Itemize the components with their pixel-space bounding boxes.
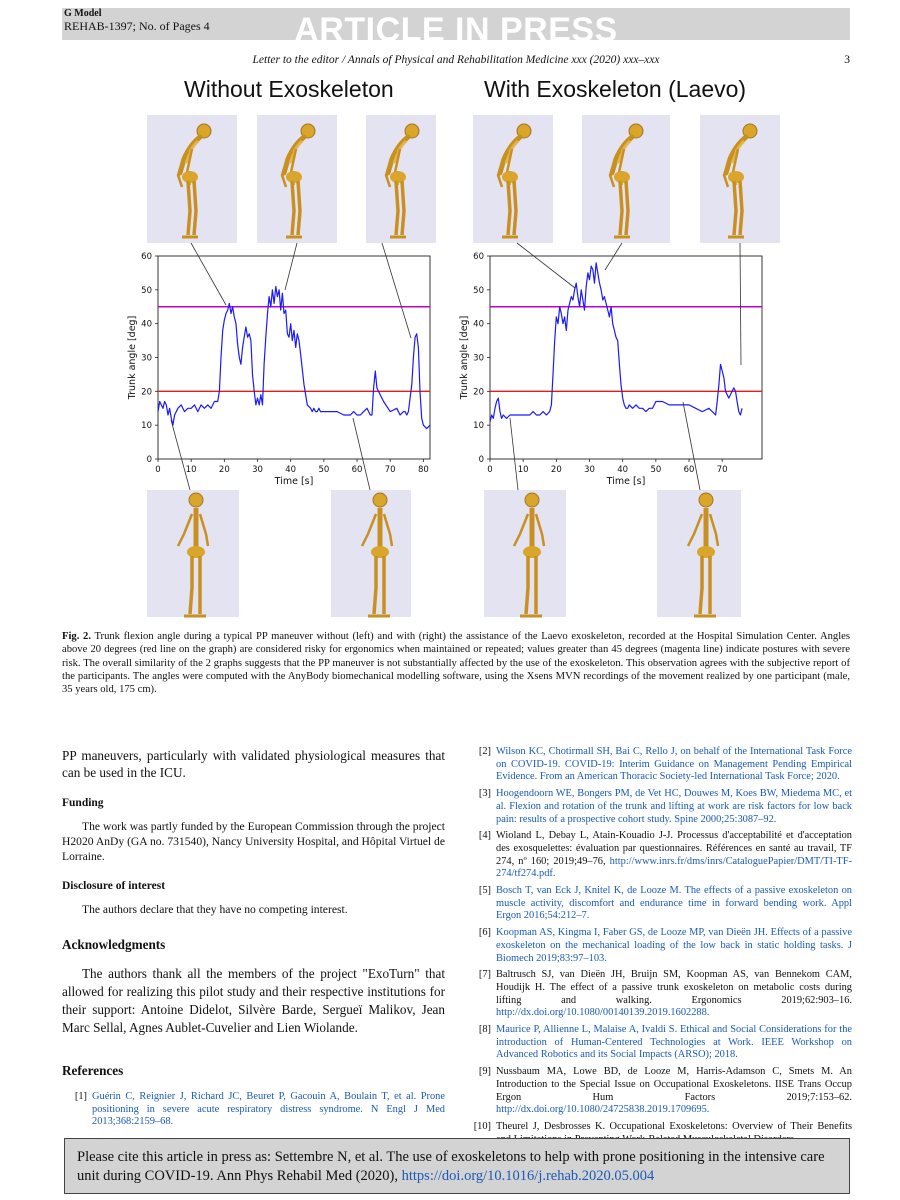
x-tick-label: 80	[417, 465, 429, 475]
y-tick-label: 30	[473, 353, 484, 364]
x-tick-label: 50	[650, 465, 662, 475]
y-axis-label: Trunk angle [deg]	[459, 315, 470, 400]
y-tick-label: 10	[141, 421, 152, 432]
doi-link[interactable]: https://doi.org/10.1016/j.rehab.2020.05.004	[401, 1168, 655, 1184]
y-tick-label: 50	[473, 285, 484, 296]
y-tick-label: 0	[146, 455, 152, 465]
plot-frame	[490, 256, 762, 459]
manuscript-ref: REHAB-1397; No. of Pages 4	[64, 19, 210, 33]
y-tick-label: 60	[141, 252, 152, 262]
funding-heading: Funding	[62, 797, 104, 809]
reference-link[interactable]: Bosch T, van Eck J, Knitel K, de Looze M. The effects of a passive exoskeleton on muscle activity, discomfort and endurance time in forward bending work. Appl Ergon 2016;54:212–7.	[496, 885, 852, 922]
right-column-references	[466, 746, 852, 1150]
y-tick-label: 50	[141, 285, 152, 296]
running-head: Letter to the editor / Annals of Physical and Rehabilitation Medicine xxx (2020) xxx–xxx	[252, 54, 660, 66]
caption-text: Trunk flexion angle during a typical PP maneuver without (left) and with (right) the assistance of the Laevo exoskeleton, recorded at the Hospital Simulation Center. Angles above 20 degrees (red line on the graph) are considered risky for ergonomics when maintained or repeated; values greater than 45 degrees (magenta line) indicate postures with severe risk. The overall similarity of the 2 graphs suggests that the PP maneuver is not substantially affected by the use of the exoskeleton. This observation agrees with the subjective report of the participants. The angles were computed with the AnyBody biomechanical modelling software, using the Xsens MVN recordings of the movement realized by one participant (male, 35 years old, 175 cm).	[62, 631, 850, 696]
x-tick-label: 60	[683, 465, 695, 475]
x-tick-label: 40	[285, 465, 297, 475]
intro-paragraph: PP maneuvers, particularly with validated physiological measures that can be used in the ICU.	[62, 748, 445, 780]
reference-number: [9]	[478, 1066, 491, 1078]
x-tick-label: 30	[252, 465, 263, 475]
reference-number: [8]	[478, 1024, 491, 1036]
left-figure-title: Without Exoskeleton	[184, 76, 394, 102]
reference-text: Nussbaum MA, Lowe BD, de Looze M, Harris-Adamson C, Smets M. An Introduction to the Special Issue on Occupational Exoskeletons. IISE Trans Occup Ergon Hum Factors 2019;7:153–62.	[496, 1066, 852, 1103]
reference-number: [5]	[478, 885, 491, 897]
figure-2	[0, 100, 900, 620]
y-tick-label: 20	[141, 387, 152, 398]
g-model-label: G Model	[64, 8, 102, 19]
reference-number: [6]	[478, 927, 491, 939]
y-tick-label: 40	[473, 319, 484, 330]
right-figure-title: With Exoskeleton (Laevo)	[484, 76, 747, 102]
x-axis-label: Time [s]	[606, 476, 646, 487]
reference-2	[466, 746, 852, 784]
reference-number: [1]	[74, 1091, 87, 1102]
reference-7	[466, 969, 852, 1020]
reference-number: [2]	[478, 746, 491, 757]
x-tick-label: 10	[185, 465, 197, 475]
disclosure-heading: Disclosure of interest	[62, 880, 166, 892]
banner-text: ARTICLE IN PRESS	[294, 11, 618, 49]
reference-5	[466, 885, 852, 923]
reference-link[interactable]: Hoogendoorn WE, Bongers PM, de Vet HC, Douwes M, Koes BW, Miedema MC, et al. Flexion and rotation of the trunk and lifting at work are risk factors for low back pain: results of a prospective cohort study. Spine 2000;25:3087–92.	[496, 788, 852, 825]
reference-6	[466, 927, 852, 965]
x-tick-label: 70	[384, 465, 396, 475]
x-tick-label: 0	[155, 465, 161, 475]
reference-9	[466, 1066, 852, 1117]
x-tick-label: 0	[487, 465, 493, 475]
x-tick-label: 10	[517, 465, 529, 475]
reference-link[interactable]: Koopman AS, Kingma I, Faber GS, de Looze MP, van Dieën JH. Effects of a passive exoskeleton on the mechanical loading of the low back in static holding tasks. J Biomech 2019;83:97–103.	[496, 927, 852, 964]
x-tick-label: 20	[218, 465, 230, 475]
x-tick-label: 70	[716, 465, 728, 475]
x-tick-label: 50	[318, 465, 330, 475]
reference-list	[466, 746, 852, 1146]
reference-text: Theurel J, Desbrosses K. Occupational Exoskeletons: Overview of Their Benefits	[496, 1120, 852, 1132]
references-heading: References	[62, 1063, 124, 1078]
reference-4	[466, 830, 852, 881]
reference-8	[466, 1024, 852, 1062]
figure-caption	[62, 630, 850, 696]
reference-text: Wioland L, Debay L, Atain-Kouadio J-J. Processus d'acceptabilité et d'acceptation des exosquelettes: évaluation par questionnaires. Références en santé au travail, TF 274, nº 160; 2019;49–76,	[496, 830, 852, 867]
reference-number: [10]	[473, 1120, 491, 1132]
reference-number: [3]	[478, 788, 491, 800]
y-tick-label: 40	[141, 319, 152, 330]
acknowledgments-heading: Acknowledgments	[62, 937, 166, 952]
y-axis-label: Trunk angle [deg]	[127, 315, 138, 400]
funding-text: The work was partly funded by the European Commission through the project H2020 AnDy (GA no. 731540), Nancy University Hospital, and Hôpital Virtuel de Lorraine.	[62, 820, 445, 863]
reference-number: [4]	[478, 830, 491, 842]
reference-3	[466, 788, 852, 826]
cite-text: Please cite this article in press as: Settembre N, et al. The use of exoskeletons to help with prone positioning in the intensive care unit during COVID-19. Ann Phys Rehabil Med (2020),	[77, 1149, 825, 1184]
bottom-skeleton-panels	[147, 490, 741, 617]
reference-link[interactable]: Wilson KC, Chotirmall SH, Bai C, Rello J, on behalf of the International Task Force on COVID-19. COVID-19: Interim Guidance on Management Pending Empirical Evidence. From an American Thoracic Society-led International Task Force; 2020.	[496, 746, 852, 783]
x-axis-label: Time [s]	[274, 476, 314, 487]
acknowledgments-text: The authors thank all the members of the project "ExoTurn" that allowed for realizing this pilot study and their respective institutions for their support: Antoine Didelot, Silvère Barde, Sergueï Malikov, Jean Marc Sellal, Agnes Aublet-Cuvelier and Lien Wiolande.	[62, 966, 445, 1035]
reference-url-link[interactable]: http://dx.doi.org/10.1080/00140139.2019.1602288.	[496, 1007, 710, 1019]
top-skeleton-panels	[147, 115, 780, 243]
y-tick-label: 30	[141, 353, 152, 364]
y-tick-label: 20	[473, 387, 484, 398]
reference-link[interactable]: Maurice P, Allienne L, Malaise A, Ivaldi S. Ethical and Social Considerations for the introduction of Human-Centered Technologies at Work. IEEE Workshop on Advanced Robotics and its Social Impacts (ARSO); 2018.	[496, 1024, 852, 1061]
y-tick-label: 10	[473, 421, 484, 432]
reference-text: Baltrusch SJ, van Dieën JH, Bruijn SM, Koopman AS, van Bennekom CAM, Houdijk H. The effect of a passive trunk exoskeleton on metabolic costs during lifting and walking. Ergonomics 2019;62:903–16.	[496, 969, 852, 1006]
y-tick-label: 60	[473, 252, 484, 262]
x-tick-label: 60	[351, 465, 363, 475]
left-column	[62, 747, 445, 1133]
page-number: 3	[844, 54, 850, 66]
disclosure-text: The authors declare that they have no competing interest.	[82, 903, 348, 916]
left-trunk-angle-chart	[127, 252, 430, 487]
y-tick-label: 0	[478, 455, 484, 465]
right-trunk-angle-chart	[459, 252, 762, 487]
reference-link[interactable]: Guérin C, Reignier J, Richard JC, Beuret P, Gacouin A, Boulain T, et al. Prone positioning in severe acute respiratory distress syndrome. N Engl J Med 2013;368:2159–68.	[92, 1091, 445, 1128]
x-tick-label: 40	[617, 465, 629, 475]
x-tick-label: 30	[584, 465, 595, 475]
reference-number: [7]	[478, 969, 491, 981]
cite-this-article-box	[64, 1138, 850, 1194]
caption-label: Fig. 2.	[62, 631, 91, 642]
x-tick-label: 20	[550, 465, 562, 475]
reference-1	[62, 1091, 445, 1129]
reference-url-link[interactable]: http://www.inrs.fr/dms/inrs/CataloguePapier/DMT/TI-TF-274/tf274.pdf.	[496, 855, 852, 880]
reference-url-link[interactable]: http://dx.doi.org/10.1080/24725838.2019.1709695.	[496, 1104, 710, 1116]
plot-frame	[158, 256, 430, 459]
